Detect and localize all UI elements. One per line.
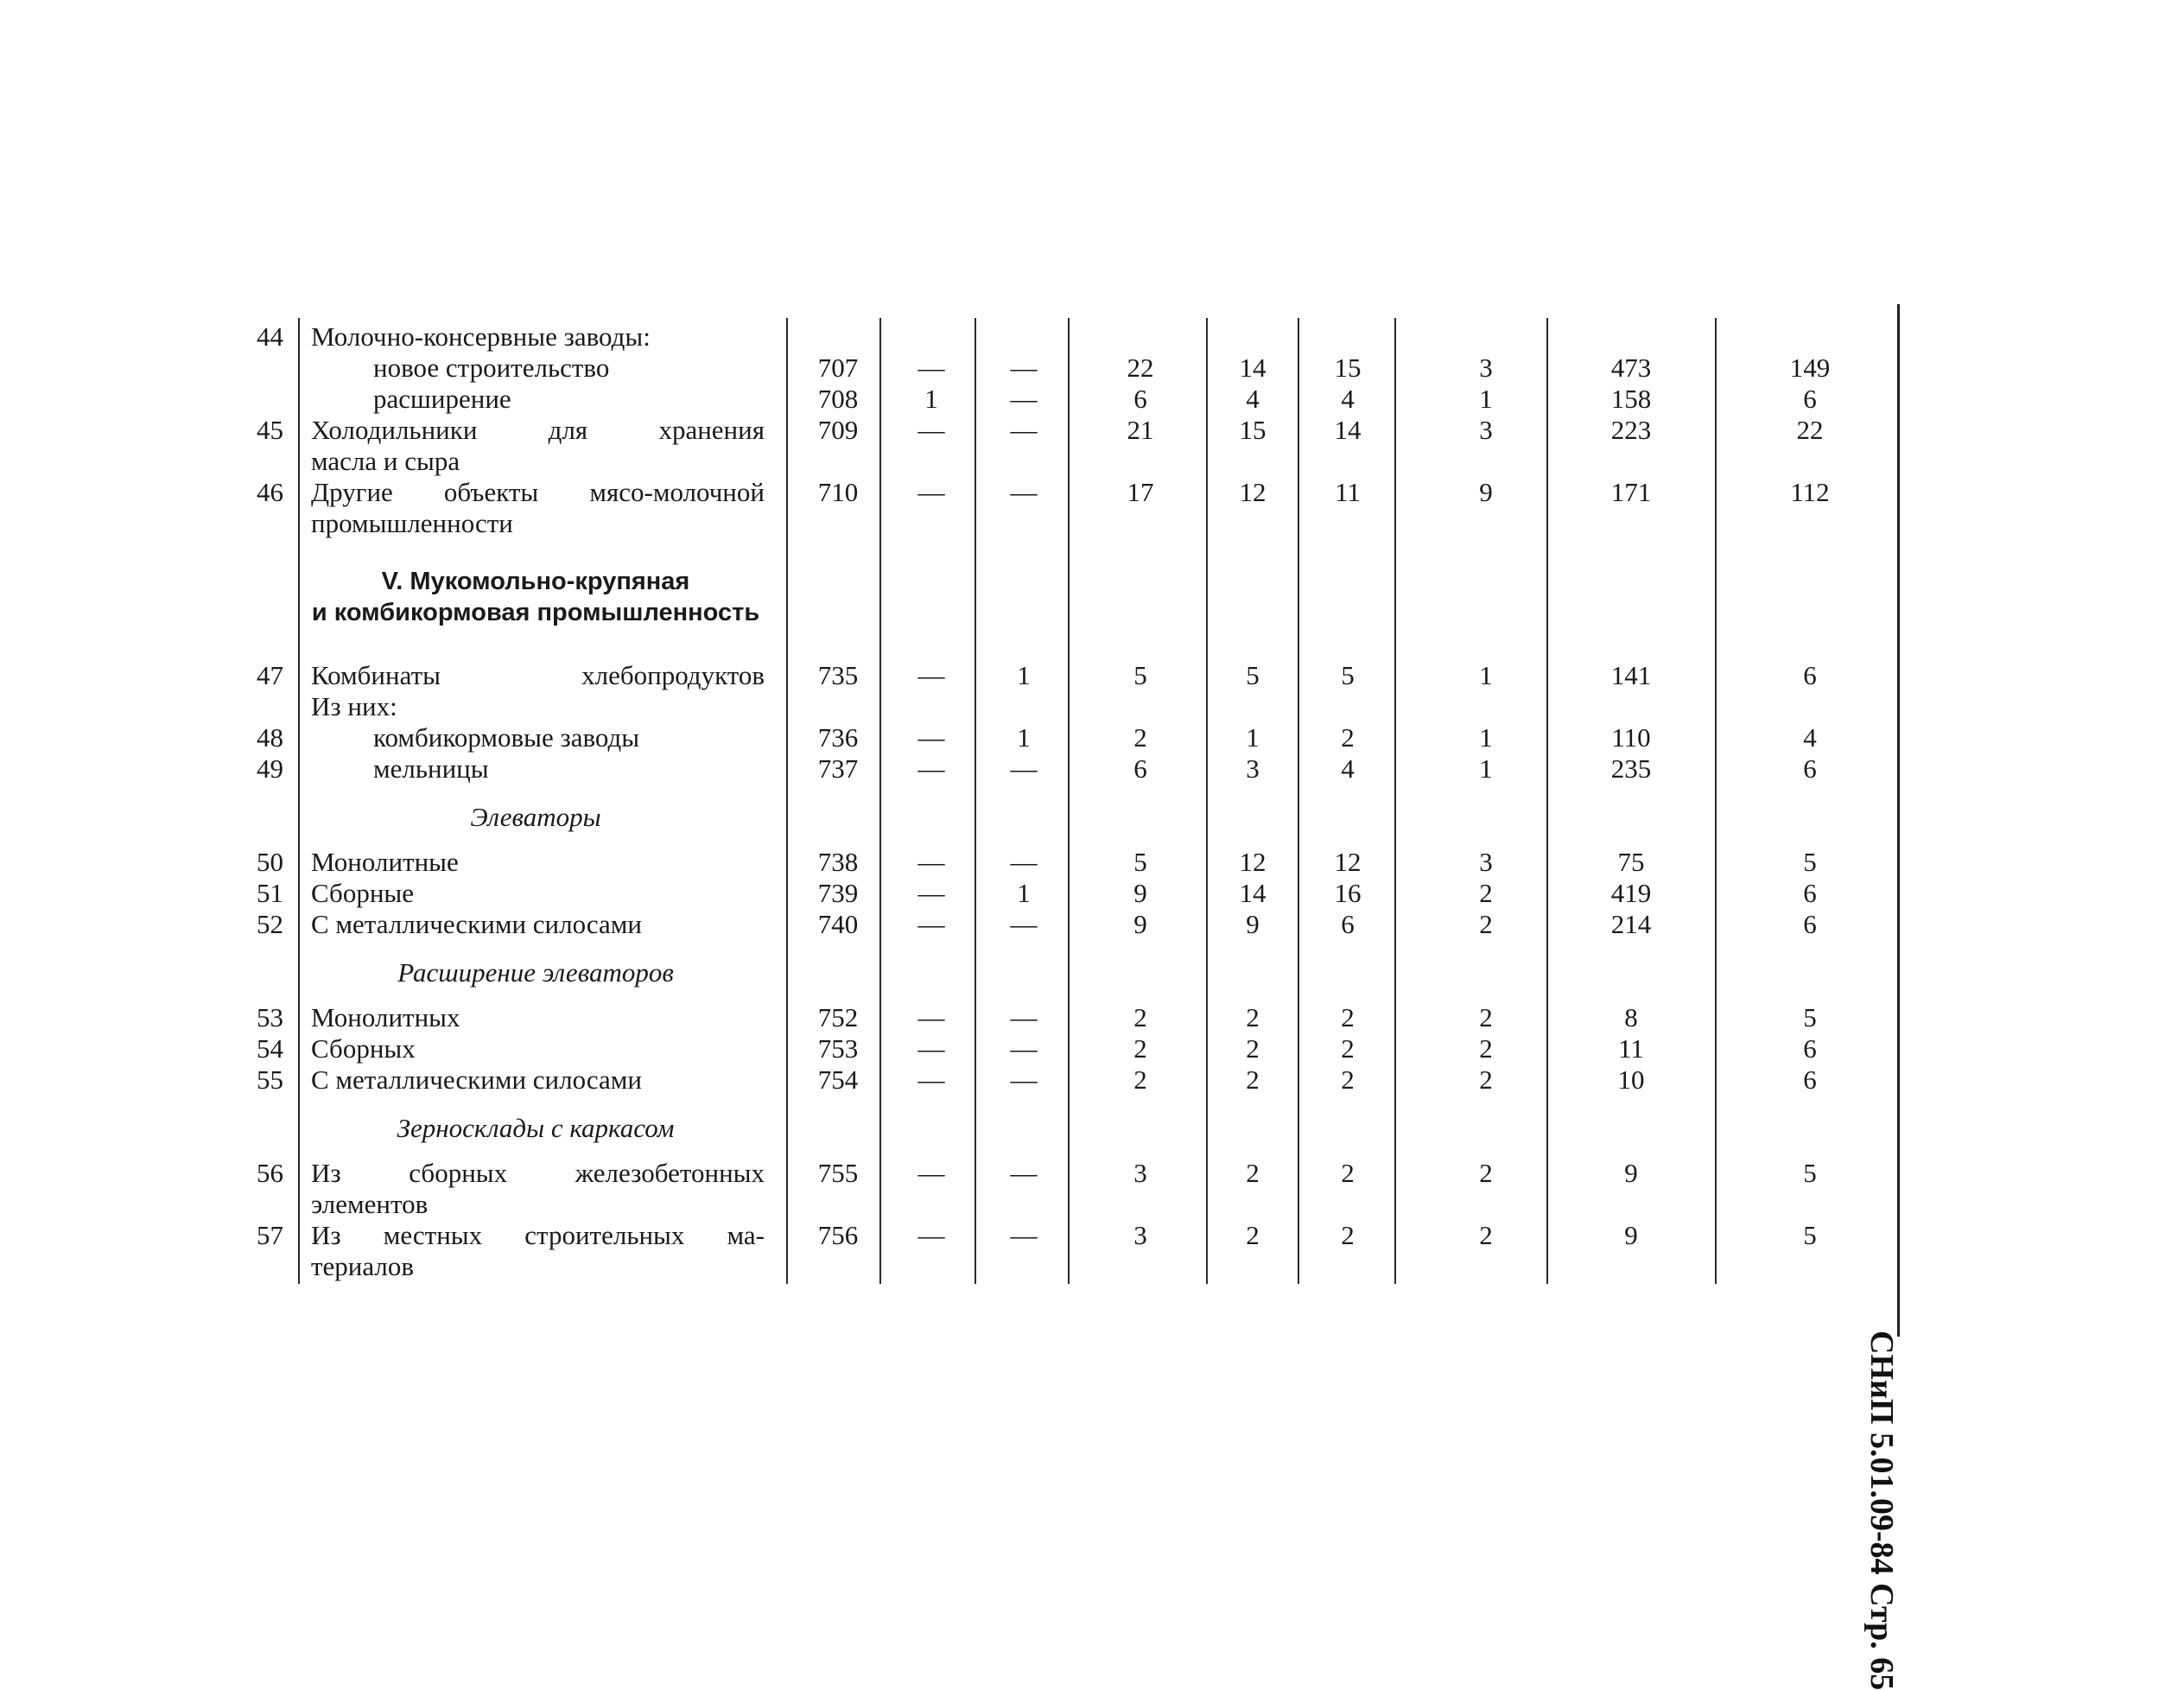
row-name-line: Комбинаты хлебопродуктов: [311, 660, 765, 690]
table-cell: 1: [924, 384, 938, 414]
table-cell: —: [917, 722, 945, 753]
table-cell: 2: [1246, 1033, 1260, 1064]
table-cell: 9: [1133, 909, 1147, 939]
table-cell: 6: [1803, 1064, 1817, 1095]
column-rule: [975, 318, 976, 1284]
table-cell: 419: [1610, 878, 1652, 908]
table-cell: 9: [1624, 1220, 1638, 1250]
row-name-line: комбикормовые заводы: [373, 722, 640, 753]
table-cell: —: [1010, 1220, 1038, 1250]
row-number: 52: [257, 909, 283, 939]
table-cell: 110: [1611, 722, 1651, 753]
table-cell: 4: [1341, 753, 1355, 784]
table-cell: 14: [1239, 878, 1267, 908]
table-cell: 12: [1239, 847, 1267, 877]
table-cell: 2: [1341, 1220, 1355, 1250]
row-name-line: новое строительство: [373, 353, 610, 383]
table-cell: 1: [1479, 384, 1493, 414]
table-cell: 14: [1239, 353, 1267, 383]
table-cell: 6: [1341, 909, 1355, 939]
row-number: 50: [257, 847, 283, 877]
table-cell: 2: [1133, 1033, 1147, 1064]
table-cell: 1: [1246, 722, 1260, 753]
row-name-line: элементов: [311, 1189, 429, 1219]
row-number: 49: [257, 753, 283, 784]
table-cell: 1: [1479, 753, 1493, 784]
table-cell: 4: [1803, 722, 1817, 753]
row-number: 45: [257, 415, 283, 445]
row-number: 47: [257, 660, 283, 690]
table-cell: 6: [1803, 384, 1817, 414]
table-cell: 17: [1127, 477, 1154, 507]
row-name-line: масла и сыра: [311, 446, 460, 476]
table-cell: 2: [1479, 1220, 1493, 1250]
row-name-line: С металлическими силосами: [311, 1064, 642, 1095]
subsection-heading: Элеваторы: [470, 802, 601, 832]
table-cell: 2: [1479, 909, 1493, 939]
table-cell: 6: [1803, 753, 1817, 784]
row-number: 57: [257, 1220, 283, 1250]
row-number: 44: [257, 321, 283, 352]
row-number: 48: [257, 722, 283, 753]
table-cell: 6: [1133, 753, 1147, 784]
table-cell: 2: [1341, 1002, 1355, 1032]
table-cell: —: [917, 1158, 945, 1188]
table-cell: 22: [1796, 415, 1824, 445]
table-cell: —: [917, 847, 945, 877]
table-cell: 754: [817, 1064, 859, 1095]
section-heading: и комбикормовая промышленность: [311, 599, 760, 626]
table-cell: 16: [1334, 878, 1362, 908]
table-cell: 9: [1479, 477, 1493, 507]
table-cell: —: [1010, 477, 1038, 507]
table-cell: 8: [1624, 1002, 1638, 1032]
table-cell: 10: [1617, 1064, 1645, 1095]
table-cell: 22: [1127, 353, 1154, 383]
table-cell: 3: [1133, 1158, 1147, 1188]
table-cell: 11: [1335, 477, 1361, 507]
row-name-line: С металлическими силосами: [311, 909, 642, 939]
table-cell: 2: [1246, 1002, 1260, 1032]
table-cell: 2: [1246, 1064, 1260, 1095]
table-cell: 473: [1610, 353, 1652, 383]
table-cell: —: [1010, 847, 1038, 877]
table-cell: 739: [817, 878, 859, 908]
row-number: 53: [257, 1002, 283, 1032]
column-rule: [1068, 318, 1070, 1284]
table-cell: —: [917, 1033, 945, 1064]
row-number: 56: [257, 1158, 283, 1188]
table-cell: 2: [1133, 722, 1147, 753]
table-cell: —: [917, 1064, 945, 1095]
table-cell: 3: [1479, 847, 1493, 877]
table-cell: 9: [1246, 909, 1260, 939]
table-cell: 708: [817, 384, 859, 414]
row-name-line: промышленности: [311, 508, 513, 538]
row-name-line: Из местных строительных ма-: [311, 1220, 765, 1250]
table-cell: —: [1010, 353, 1038, 383]
table-cell: 1: [1017, 722, 1031, 753]
page-reference-label: СНиП 5.01.09-84 Стр. 65: [1863, 1331, 1900, 1690]
table-cell: 4: [1246, 384, 1260, 414]
table-cell: —: [917, 353, 945, 383]
table-cell: 709: [817, 415, 859, 445]
table-cell: 15: [1334, 353, 1362, 383]
table-cell: —: [1010, 753, 1038, 784]
table-cell: 738: [817, 847, 859, 877]
column-rule: [879, 318, 881, 1284]
table-cell: 2: [1479, 1158, 1493, 1188]
table-cell: 5: [1803, 847, 1817, 877]
table-cell: 5: [1803, 1158, 1817, 1188]
table-cell: 1: [1479, 660, 1493, 690]
table-cell: 5: [1246, 660, 1260, 690]
table-cell: 5: [1133, 660, 1147, 690]
table-cell: 752: [817, 1002, 859, 1032]
subsection-heading: Расширение элеваторов: [397, 957, 674, 988]
row-number: 54: [257, 1033, 283, 1064]
table-cell: 3: [1479, 353, 1493, 383]
table-cell: 6: [1133, 384, 1147, 414]
table-cell: —: [917, 753, 945, 784]
table-cell: 710: [817, 477, 859, 507]
table-cell: 9: [1624, 1158, 1638, 1188]
table-cell: 158: [1610, 384, 1652, 414]
table-cell: —: [917, 415, 945, 445]
table-cell: 21: [1127, 415, 1154, 445]
table-cell: 756: [817, 1220, 859, 1250]
table-cell: 11: [1618, 1033, 1644, 1064]
table-cell: 6: [1803, 878, 1817, 908]
table-cell: 2: [1479, 1002, 1493, 1032]
table-cell: 15: [1239, 415, 1267, 445]
table-cell: 141: [1610, 660, 1652, 690]
row-name-line: Другие объекты мясо-молочной: [311, 477, 765, 507]
table-cell: —: [1010, 1158, 1038, 1188]
table-cell: 214: [1610, 909, 1652, 939]
row-name-line: расширение: [373, 384, 511, 414]
table-cell: 3: [1133, 1220, 1147, 1250]
table-cell: 5: [1133, 847, 1147, 877]
table-cell: —: [1010, 909, 1038, 939]
table-cell: 2: [1479, 1033, 1493, 1064]
table-cell: 2: [1341, 1033, 1355, 1064]
table-cell: —: [917, 660, 945, 690]
table-cell: 2: [1246, 1158, 1260, 1188]
table-cell: 3: [1246, 753, 1260, 784]
row-name-line: териалов: [311, 1251, 415, 1281]
table-cell: 5: [1803, 1220, 1817, 1250]
table-cell: 755: [817, 1158, 859, 1188]
table-cell: 1: [1479, 722, 1493, 753]
table-cell: 4: [1341, 384, 1355, 414]
table-cell: 2: [1479, 878, 1493, 908]
table-cell: 9: [1133, 878, 1147, 908]
table-cell: 2: [1341, 1158, 1355, 1188]
table-cell: 149: [1789, 353, 1831, 383]
table-cell: 6: [1803, 660, 1817, 690]
table-cell: 707: [817, 353, 859, 383]
column-rule: [1715, 318, 1717, 1284]
table-cell: 12: [1239, 477, 1267, 507]
row-number: 46: [257, 477, 283, 507]
table-cell: 2: [1133, 1002, 1147, 1032]
table-cell: 740: [817, 909, 859, 939]
table-cell: —: [1010, 384, 1038, 414]
table-cell: —: [917, 878, 945, 908]
row-name-line: Молочно-консервные заводы:: [311, 321, 651, 352]
row-name-line: Из них:: [311, 691, 397, 721]
side-rule: [1897, 304, 1900, 1337]
table-cell: 2: [1246, 1220, 1260, 1250]
table-cell: 6: [1803, 909, 1817, 939]
column-rule: [1206, 318, 1208, 1284]
table-cell: 75: [1617, 847, 1645, 877]
column-rule: [786, 318, 788, 1284]
row-number: 55: [257, 1064, 283, 1095]
table-cell: 6: [1803, 1033, 1817, 1064]
row-name-line: мельницы: [373, 753, 489, 784]
row-name-line: Из сборных железобетонных: [311, 1158, 765, 1188]
table-cell: —: [1010, 1033, 1038, 1064]
table-cell: 14: [1334, 415, 1362, 445]
table-cell: 235: [1610, 753, 1652, 784]
table-cell: 12: [1334, 847, 1362, 877]
table-cell: 1: [1017, 878, 1031, 908]
table-cell: 5: [1341, 660, 1355, 690]
table-cell: 1: [1017, 660, 1031, 690]
table-cell: 5: [1803, 1002, 1817, 1032]
column-rule: [1298, 318, 1299, 1284]
table-cell: —: [917, 1220, 945, 1250]
table-cell: 737: [817, 753, 859, 784]
table-cell: 2: [1479, 1064, 1493, 1095]
section-heading: V. Мукомольно-крупяная: [381, 568, 690, 595]
row-name-line: Сборные: [311, 878, 415, 908]
table-cell: 223: [1610, 415, 1652, 445]
table-cell: —: [1010, 415, 1038, 445]
table-cell: —: [917, 477, 945, 507]
table-cell: 171: [1610, 477, 1652, 507]
table-cell: 2: [1133, 1064, 1147, 1095]
table-cell: 2: [1341, 1064, 1355, 1095]
row-name-line: Холодильники для хранения: [311, 415, 765, 445]
row-name-line: Монолитных: [311, 1002, 460, 1032]
table-cell: —: [1010, 1064, 1038, 1095]
table-cell: —: [917, 909, 945, 939]
table-cell: 3: [1479, 415, 1493, 445]
row-name-line: Монолитные: [311, 847, 459, 877]
table-cell: 736: [817, 722, 859, 753]
table-cell: —: [917, 1002, 945, 1032]
column-rule: [1546, 318, 1548, 1284]
subsection-heading: Зерносклады с каркасом: [397, 1113, 675, 1143]
table-cell: 112: [1790, 477, 1830, 507]
table-cell: —: [1010, 1002, 1038, 1032]
column-rule: [1394, 318, 1396, 1284]
table-cell: 735: [817, 660, 859, 690]
table-cell: 2: [1341, 722, 1355, 753]
row-number: 51: [257, 878, 283, 908]
row-name-line: Сборных: [311, 1033, 416, 1064]
table-cell: 753: [817, 1033, 859, 1064]
